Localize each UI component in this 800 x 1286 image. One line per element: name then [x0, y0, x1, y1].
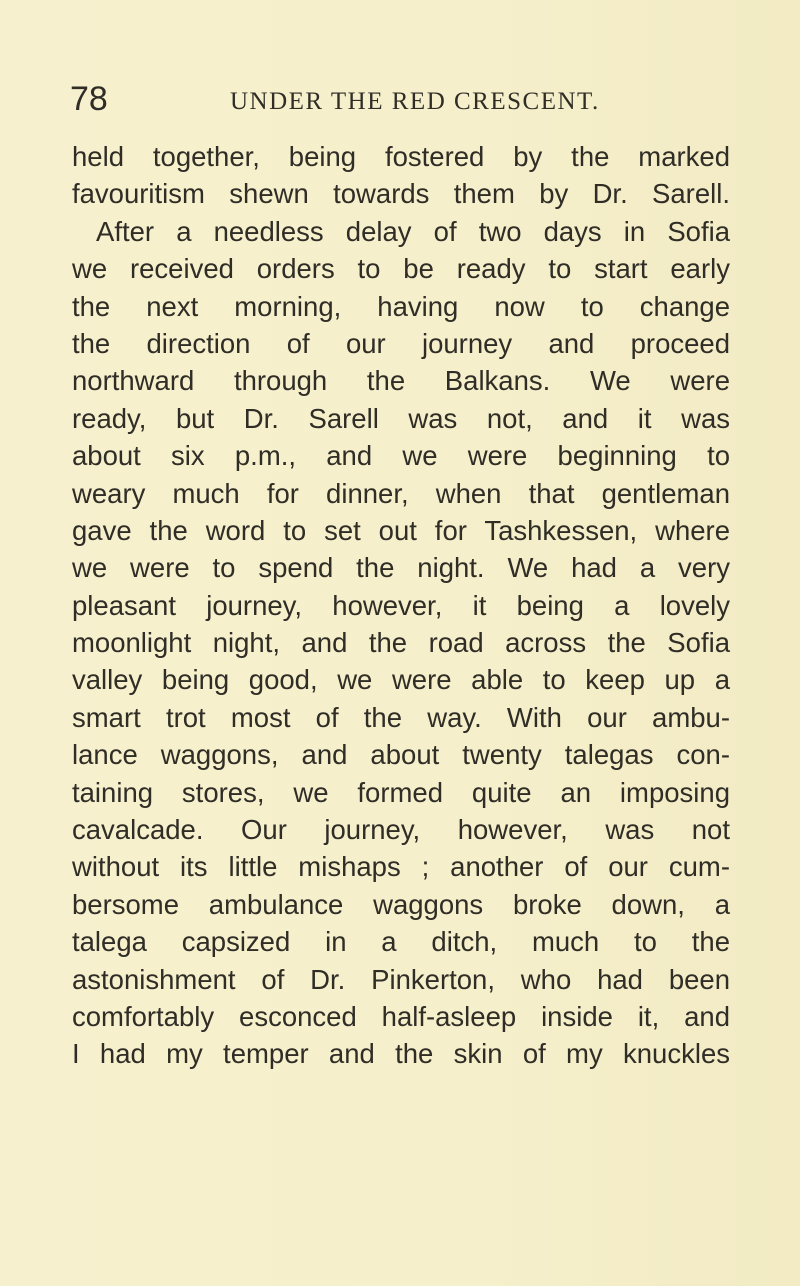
- running-title: UNDER THE RED CRESCENT.: [230, 88, 600, 115]
- text-line: weary much for dinner, when that gentleman: [72, 477, 730, 509]
- text-line: taining stores, we formed quite an imposing: [72, 776, 730, 808]
- text-line: smart trot most of the way. With our ambu-: [72, 701, 730, 733]
- text-line: astonishment of Dr. Pinkerton, who had been: [72, 963, 730, 995]
- text-line: I had my temper and the skin of my knuckles: [72, 1038, 730, 1070]
- text-line: talega capsized in a ditch, much to the: [72, 926, 730, 958]
- text-line: we received orders to be ready to start early: [72, 253, 730, 285]
- text-line: lance waggons, and about twenty talegas con-: [72, 739, 730, 771]
- text-line: valley being good, we were able to keep up a: [72, 664, 730, 696]
- text-line: held together, being fostered by the marked: [72, 141, 730, 172]
- text-line: gave the word to set out for Tashkessen, where: [72, 514, 730, 546]
- text-line: northward through the Balkans. We were: [72, 365, 730, 397]
- text-line: pleasant journey, however, it being a lovely: [72, 589, 730, 621]
- text-line: bersome ambulance waggons broke down, a: [72, 888, 730, 920]
- text-line: cavalcade. Our journey, however, was not: [72, 814, 730, 846]
- text-line: ready, but Dr. Sarell was not, and it was: [72, 402, 730, 434]
- text-line: about six p.m., and we were beginning to: [72, 440, 730, 472]
- body-text: [72, 138, 730, 1073]
- text-line: we were to spend the night. We had a very: [72, 552, 730, 584]
- text-line: comfortably esconced half-asleep inside it, and: [72, 1000, 730, 1032]
- paragraph-start-line: After a needless delay of two days in Sofia: [96, 215, 730, 247]
- text-line: moonlight night, and the road across the Sofia: [72, 627, 730, 659]
- page-number: 78: [70, 80, 108, 118]
- text-line: favouritism shewn towards them by Dr. Sarell.: [72, 178, 730, 210]
- text-line: the direction of our journey and proceed: [72, 327, 730, 359]
- page-header: [70, 80, 730, 120]
- text-line: the next morning, having now to change: [72, 290, 730, 322]
- text-line: without its little mishaps ; another of our cum-: [72, 851, 730, 883]
